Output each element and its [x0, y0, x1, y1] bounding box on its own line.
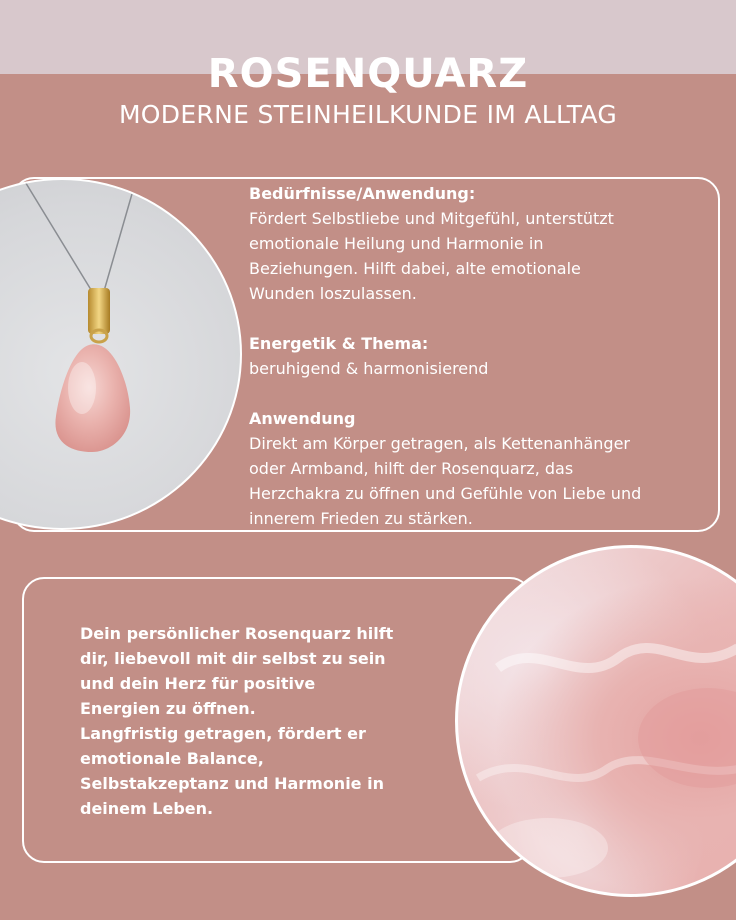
- needs-line: Beziehungen. Hilft dabei, alte emotionale: [249, 259, 581, 278]
- needs-line: Wunden loszulassen.: [249, 284, 417, 303]
- summary-line: Langfristig getragen, fördert er: [80, 724, 366, 743]
- needs-line: Fördert Selbstliebe und Mitgefühl, unterstützt: [249, 209, 614, 228]
- usage-heading: Anwendung: [249, 409, 356, 428]
- summary-line: dir, liebevoll mit dir selbst zu sein: [80, 649, 386, 668]
- info-text: [249, 181, 719, 531]
- needs-line: emotionale Heilung und Harmonie in: [249, 234, 544, 253]
- usage-line: Direkt am Körper getragen, als Kettenanhänger: [249, 434, 630, 453]
- summary-line: Dein persönlicher Rosenquarz hilft: [80, 624, 394, 643]
- usage-line: innerem Frieden zu stärken.: [249, 509, 473, 528]
- energy-line: beruhigend & harmonisierend: [249, 359, 489, 378]
- summary-line: deinem Leben.: [80, 799, 214, 818]
- page-title: ROSENQUARZ: [207, 51, 529, 97]
- usage-line: Herzchakra zu öffnen und Gefühle von Liebe und: [249, 484, 642, 503]
- usage-line: oder Armband, hilft der Rosenquarz, das: [249, 459, 574, 478]
- summary-line: Selbstakzeptanz und Harmonie in: [80, 774, 384, 793]
- summary-line: emotionale Balance,: [80, 749, 264, 768]
- page-subtitle: MODERNE STEINHEILKUNDE IM ALLTAG: [118, 100, 618, 129]
- needs-heading: Bedürfnisse/Anwendung:: [249, 184, 476, 203]
- energy-heading: Energetik & Thema:: [249, 334, 429, 353]
- summary-line: und dein Herz für positive: [80, 674, 316, 693]
- summary-text: [80, 621, 430, 821]
- summary-line: Energien zu öffnen.: [80, 699, 256, 718]
